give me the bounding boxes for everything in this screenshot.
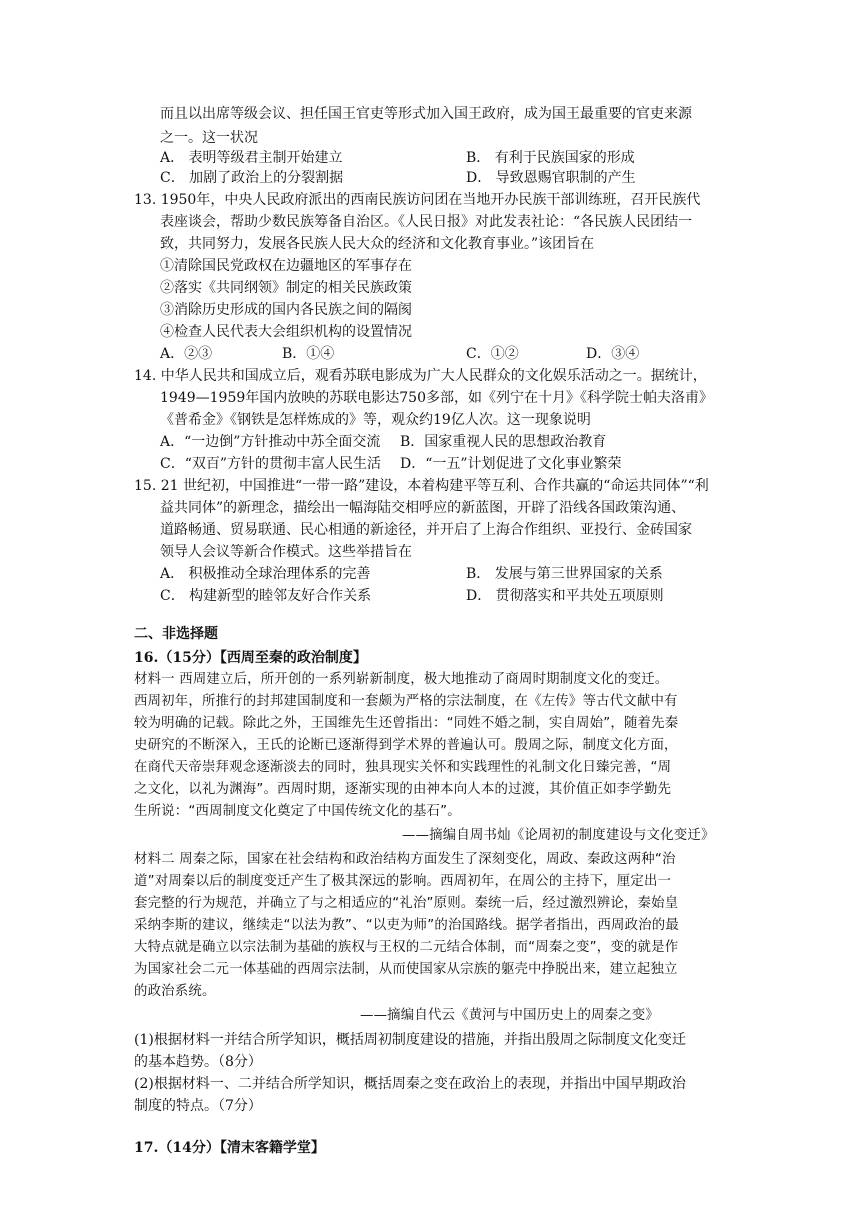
q12-option-a[interactable]: A． 表明等级君主制开始建立 [160,150,343,166]
q16-material1-line5: 在商代天帝崇拜观念逐渐淡去的同时，独具现实关怀和实践理性的礼制文化日臻完善，“周 [134,760,672,775]
q15-stem-line2: 益共同体”的新理念，描绘出一幅海陆交相呼应的新蓝图，开辟了沿线各国政策沟通、 [160,500,686,516]
q13-item-1: ①清除国民党政权在边疆地区的军事存在 [160,258,412,274]
q14-option-b[interactable]: B．国家重视人民的思想政治教育 [400,434,607,450]
q15-option-c[interactable]: C． 构建新型的睦邻友好合作关系 [160,588,372,604]
q16-material1-source: ——摘编自周书灿《论周初的制度建设与文化变迁》 [402,828,715,843]
q15-option-d[interactable]: D． 贯彻落实和平共处五项原则 [466,588,664,604]
q13-item-2: ②落实《共同纲领》制定的相关民族政策 [160,280,412,296]
q12-stem-line1: 而且以出席等级会议、担任国王官吏等形式加入国王政府，成为国王最重要的官吏来源 [160,106,692,122]
q12-option-d[interactable]: D． 导致恩赐官职制的产生 [466,170,636,186]
q15-option-a[interactable]: A． 积极推动全球治理体系的完善 [160,566,371,582]
q16-subquestion1-line2: 的基本趋势。（8分） [134,1054,262,1070]
q13-item-4: ④检查人民代表大会组织机构的设置情况 [160,324,412,340]
q16-material1-line6: 之文化，以礼为渊海”。西周时期，逐渐实现的由神本向人本的过渡，其价值正如李学勤先 [134,782,672,797]
q16-heading: 16.（15分）【西周至秦的政治制度】 [134,650,367,666]
q16-material2-line4: 采纳李斯的建议，继续走“以法为教”、“以吏为师”的治国路线。据学者指出，西周政治的最 [134,918,679,933]
q16-subquestion2-line1: (2)根据材料一、二并结合所学知识，概括周秦之变在政治上的表现，并指出中国早期政治 [134,1076,686,1092]
q12-stem-line2: 之一。这一状况 [160,130,258,146]
q14-option-a[interactable]: A．“一边倒”方针推动中苏全面交流 [160,434,381,450]
q16-material2-line5: 大特点就是确立以宗法制为基础的族权与王权的二元结合体制，而“周秦之变”，变的就是作 [134,940,679,955]
q14-stem-line3: 《普希金》《钢铁是怎样炼成的》等，观众约19亿人次。这一现象说明 [160,412,591,428]
q16-material2-line2: 道”对周秦以后的制度变迁产生了极其深远的影响。西周初年，在周公的主持下，厘定出一 [134,874,672,889]
q15-option-b[interactable]: B． 发展与第三世界国家的关系 [466,566,663,582]
q13-stem-line3: 致，共同努力，发展各民族人民大众的经济和文化教育事业。”该团旨在 [160,236,595,252]
q16-material2-line3: 套完整的行为规范，并确立了与之相适应的“礼治”原则。秦统一后，经过激烈辨论，秦始皇 [134,896,679,911]
q16-subquestion1-line1: (1)根据材料一并结合所学知识，概括周初制度建设的措施，并指出殷周之际制度文化变迁 [134,1032,686,1048]
q16-material1-line1: 材料一 西周建立后，所开创的一系列崭新制度，极大地推动了商周时期制度文化的变迁。 [134,672,669,687]
q15-stem-line4: 领导人会议等新合作模式。这些举措旨在 [160,544,412,560]
section-heading-non-choice: 二、非选择题 [134,626,218,642]
q16-material2-line6: 为国家社会二元一体基础的西周宗法制，从而使国家从宗族的躯壳中挣脱出来，建立起独立 [134,962,678,977]
q16-material1-line7: 生所说：“西周制度文化奠定了中国传统文化的基石”。 [134,804,461,819]
q16-material2-line7: 的政治系统。 [134,984,216,999]
q16-material1-line3: 较为明确的记载。除此之外，王国维先生还曾指出：“同姓不婚之制，实自周始”，随着先秦 [134,716,679,731]
q14-stem-line1: 14. 中华人民共和国成立后，观看苏联电影成为广大人民群众的文化娱乐活动之一。据统计， [134,368,707,384]
q16-subquestion2-line2: 制度的特点。（7分） [134,1098,262,1114]
q14-option-c[interactable]: C．“双百”方针的贯彻丰富人民生活 [160,456,382,472]
q14-stem-line2: 1949—1959年国内放映的苏联电影达750多部，如《列宁在十月》《科学院士帕夫洛甫》 [160,390,713,406]
q13-item-3: ③消除历史形成的国内各民族之间的隔阂 [160,302,412,318]
q17-heading: 17.（14分）【清末客籍学堂】 [134,1140,325,1156]
q16-material1-line2: 西周初年，所推行的封邦建国制度和一套颇为严格的宗法制度，在《左传》等古代文献中有 [134,694,678,709]
q12-option-c[interactable]: C． 加剧了政治上的分裂割据 [160,170,344,186]
q13-option-d[interactable]: D．③④ [586,346,640,362]
q13-stem-line1: 13. 1950年，中央人民政府派出的西南民族访问团在当地开办民族干部训练班，召开民族代 [134,192,701,208]
q16-material1-line4: 史研究的不断深入，王氏的论断已逐渐得到学术界的普遍认可。殷周之际，制度文化方面， [134,738,678,753]
q13-stem-line2: 表座谈会，帮助少数民族筹备自治区。《人民日报》对此发表社论：“各民族人民团结一 [160,214,693,230]
q15-stem-line3: 道路畅通、贸易联通、民心相通的新途径，并开启了上海合作组织、亚投行、金砖国家 [160,522,692,538]
q14-option-d[interactable]: D．“一五”计划促进了文化事业繁荣 [400,456,622,472]
q13-option-a[interactable]: A．②③ [160,346,213,362]
q13-option-c[interactable]: C．①② [466,346,519,362]
q15-stem-line1: 15. 21 世纪初，中国推进“一带一路”建设，本着构建平等互利、合作共赢的“命运共同体”“利 [134,478,709,494]
q12-option-b[interactable]: B． 有利于民族国家的形成 [466,150,635,166]
q16-material2-source: ——摘编自代云《黄河与中国历史上的周秦之变》 [360,1008,659,1023]
q13-option-b[interactable]: B．①④ [282,346,335,362]
q16-material2-line1: 材料二 周秦之际，国家在社会结构和政治结构方面发生了深刻变化，周政、秦政这两种“治 [134,852,676,867]
